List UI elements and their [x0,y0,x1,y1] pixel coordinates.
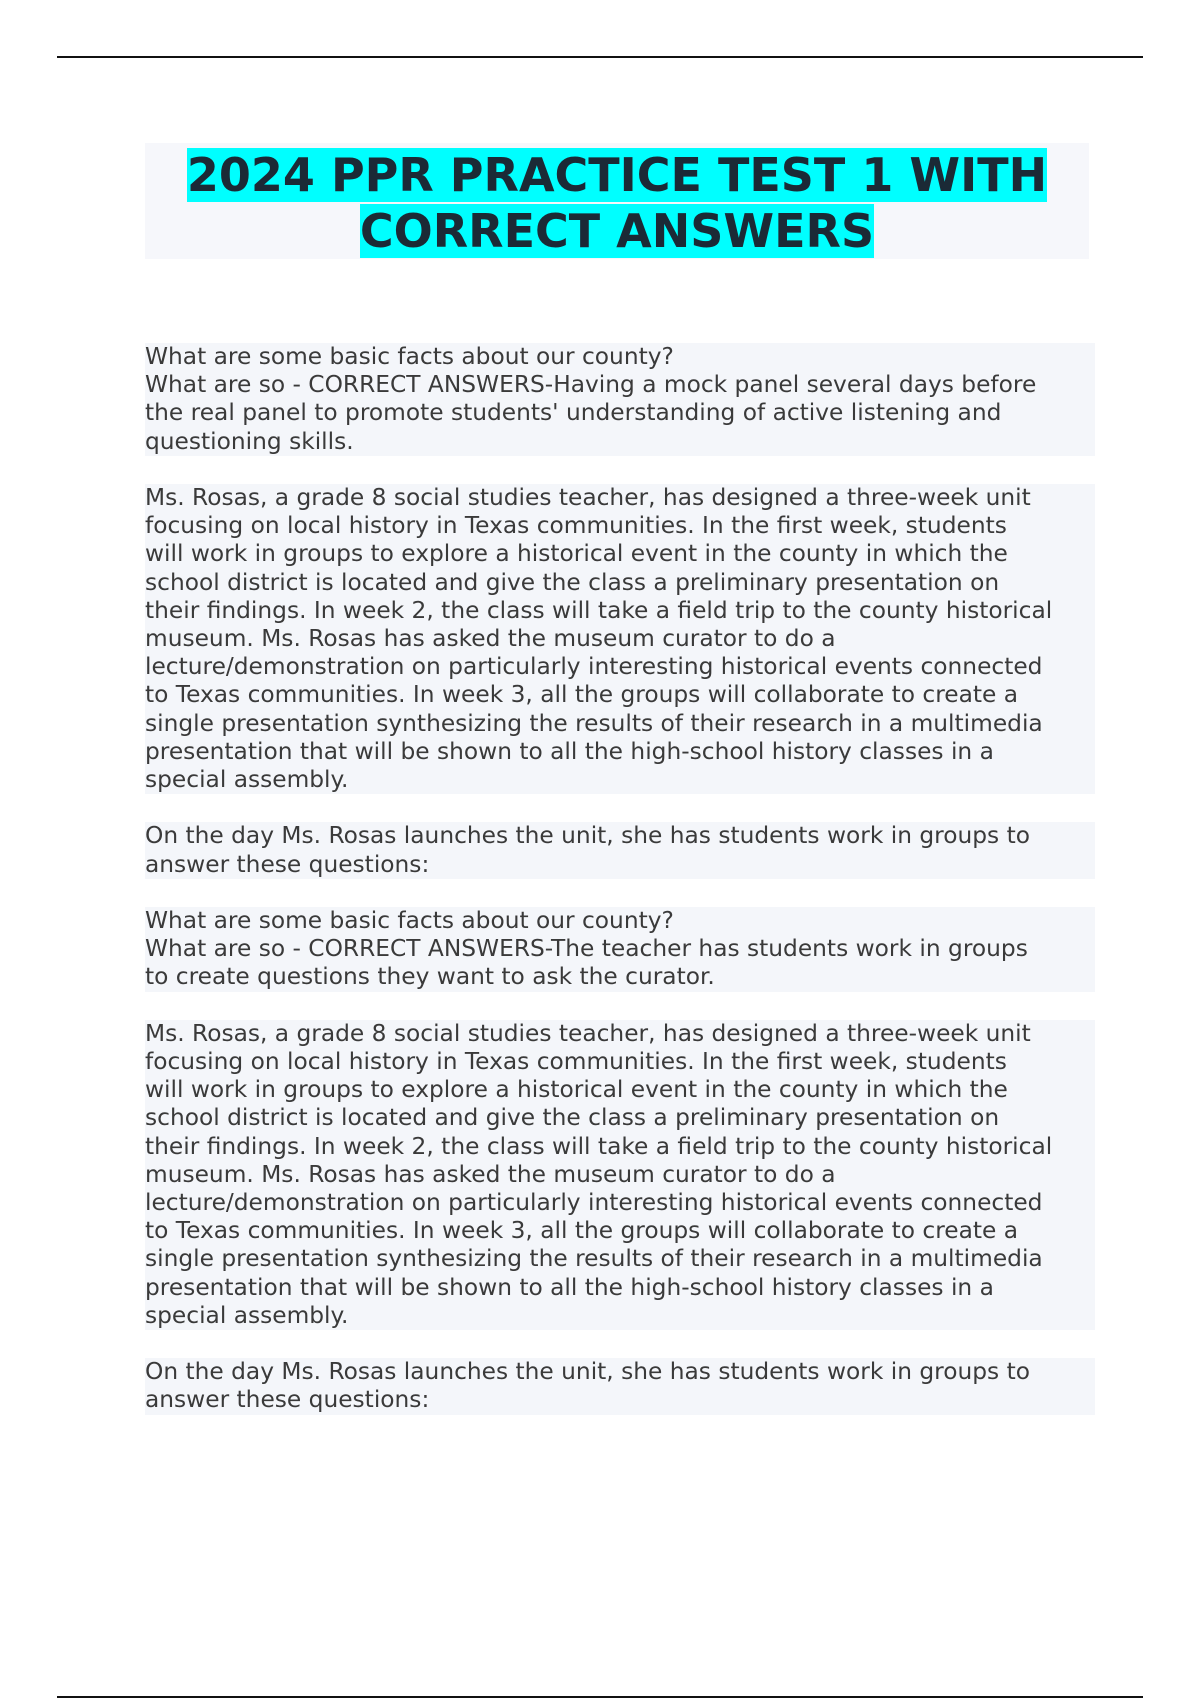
paragraph-line [145,738,1095,766]
paragraph-line [145,1245,1095,1273]
paragraph-line [145,907,1095,935]
paragraph-line [145,1189,1095,1217]
title-box [145,143,1089,259]
paragraph [145,907,1095,992]
paragraph-line [145,653,1095,681]
paragraph-line-text: focusing on local history in Texas communities. In the first week, students [145,1048,1007,1076]
paragraph-line-text: special assembly. [145,766,349,794]
paragraph-line-text: What are so - CORRECT ANSWERS-The teacher has students work in groups [145,935,1028,963]
paragraph-line-text: their findings. In week 2, the class will take a field trip to the county historical [145,1132,1053,1160]
paragraph-line [145,681,1095,709]
paragraph [145,484,1095,794]
paragraph-line [145,1302,1095,1330]
paragraph-line [145,540,1095,568]
paragraph-line [145,343,1095,371]
paragraph-line [145,1161,1095,1189]
paragraph-line-text: On the day Ms. Rosas launches the unit, she has students work in groups to [145,1358,1030,1386]
paragraph-line [145,822,1095,850]
paragraph-line [145,1133,1095,1161]
paragraph-line [145,569,1095,597]
bottom-rule [57,1696,1143,1698]
paragraph-line-text: will work in groups to explore a historical event in the county in which the [145,540,1008,568]
paragraph-line-text: single presentation synthesizing the results of their research in a multimedia [145,709,1043,737]
paragraph [145,822,1095,878]
paragraph [145,1020,1095,1330]
paragraph-line [145,1217,1095,1245]
paragraph-line-text: to Texas communities. In week 3, all the groups will collaborate to create a [145,1217,1019,1245]
top-rule [57,56,1143,58]
paragraph-line-text: answer these questions: [145,1386,430,1414]
paragraph-line [145,371,1095,399]
paragraph-line-text: focusing on local history in Texas communities. In the first week, students [145,512,1007,540]
paragraph-line [145,1020,1095,1048]
paragraph-line [145,935,1095,963]
paragraph-line [145,597,1095,625]
paragraph-line-text: Ms. Rosas, a grade 8 social studies teacher, has designed a three-week unit [145,484,1031,511]
paragraph-line [145,851,1095,879]
paragraph-line-text: museum. Ms. Rosas has asked the museum curator to do a [145,1160,836,1188]
document-title [145,143,1089,259]
paragraph-line [145,1076,1095,1104]
paragraph-line [145,1048,1095,1076]
paragraph [145,343,1095,456]
paragraph-line-text: questioning skills. [145,427,354,455]
paragraph-line [145,1104,1095,1132]
paragraph-line-text: answer these questions: [145,850,430,878]
paragraph-line [145,512,1095,540]
paragraph-line-text: On the day Ms. Rosas launches the unit, she has students work in groups to [145,822,1030,850]
paragraph-line-text: school district is located and give the class a preliminary presentation on [145,568,1000,596]
paragraph-line-text: special assembly. [145,1301,349,1329]
paragraph-line-text: What are so - CORRECT ANSWERS-Having a mock panel several days before [145,371,1037,399]
paragraph-line [145,766,1095,794]
paragraph-line [145,625,1095,653]
paragraph-line [145,484,1095,512]
paragraph-line-text: What are some basic facts about our county? [145,343,674,370]
paragraph-line [145,963,1095,991]
paragraph-line [145,1358,1095,1386]
paragraph-line-text: their findings. In week 2, the class will take a field trip to the county historical [145,596,1053,624]
paragraph-line-text: single presentation synthesizing the results of their research in a multimedia [145,1245,1043,1273]
paragraph-line-text: lecture/demonstration on particularly interesting historical events connected [145,653,1043,681]
paragraph-line-text: the real panel to promote students' understanding of active listening and [145,399,1002,427]
paragraph-line-text: museum. Ms. Rosas has asked the museum curator to do a [145,625,836,653]
paragraph-line [145,710,1095,738]
paragraph-line-text: lecture/demonstration on particularly interesting historical events connected [145,1189,1043,1217]
paragraph-line [145,399,1095,427]
paragraph-line-text: to create questions they want to ask the curator. [145,963,715,991]
paragraph-line [145,1274,1095,1302]
document-body [145,343,1095,1443]
paragraph-line-text: will work in groups to explore a historical event in the county in which the [145,1076,1008,1104]
paragraph-line-text: presentation that will be shown to all the high-school history classes in a [145,1273,994,1301]
paragraph-line-text: What are some basic facts about our county? [145,907,674,935]
paragraph-line-text: to Texas communities. In week 3, all the groups will collaborate to create a [145,681,1019,709]
document-title-text: 2024 PPR PRACTICE TEST 1 WITH CORRECT ANSWERS [186,148,1048,258]
paragraph-line [145,428,1095,456]
paragraph-line [145,1386,1095,1414]
paragraph-line-text: presentation that will be shown to all the high-school history classes in a [145,737,994,765]
paragraph [145,1358,1095,1414]
paragraph-line-text: school district is located and give the class a preliminary presentation on [145,1104,1000,1132]
paragraph-line-text: Ms. Rosas, a grade 8 social studies teacher, has designed a three-week unit [145,1019,1031,1047]
